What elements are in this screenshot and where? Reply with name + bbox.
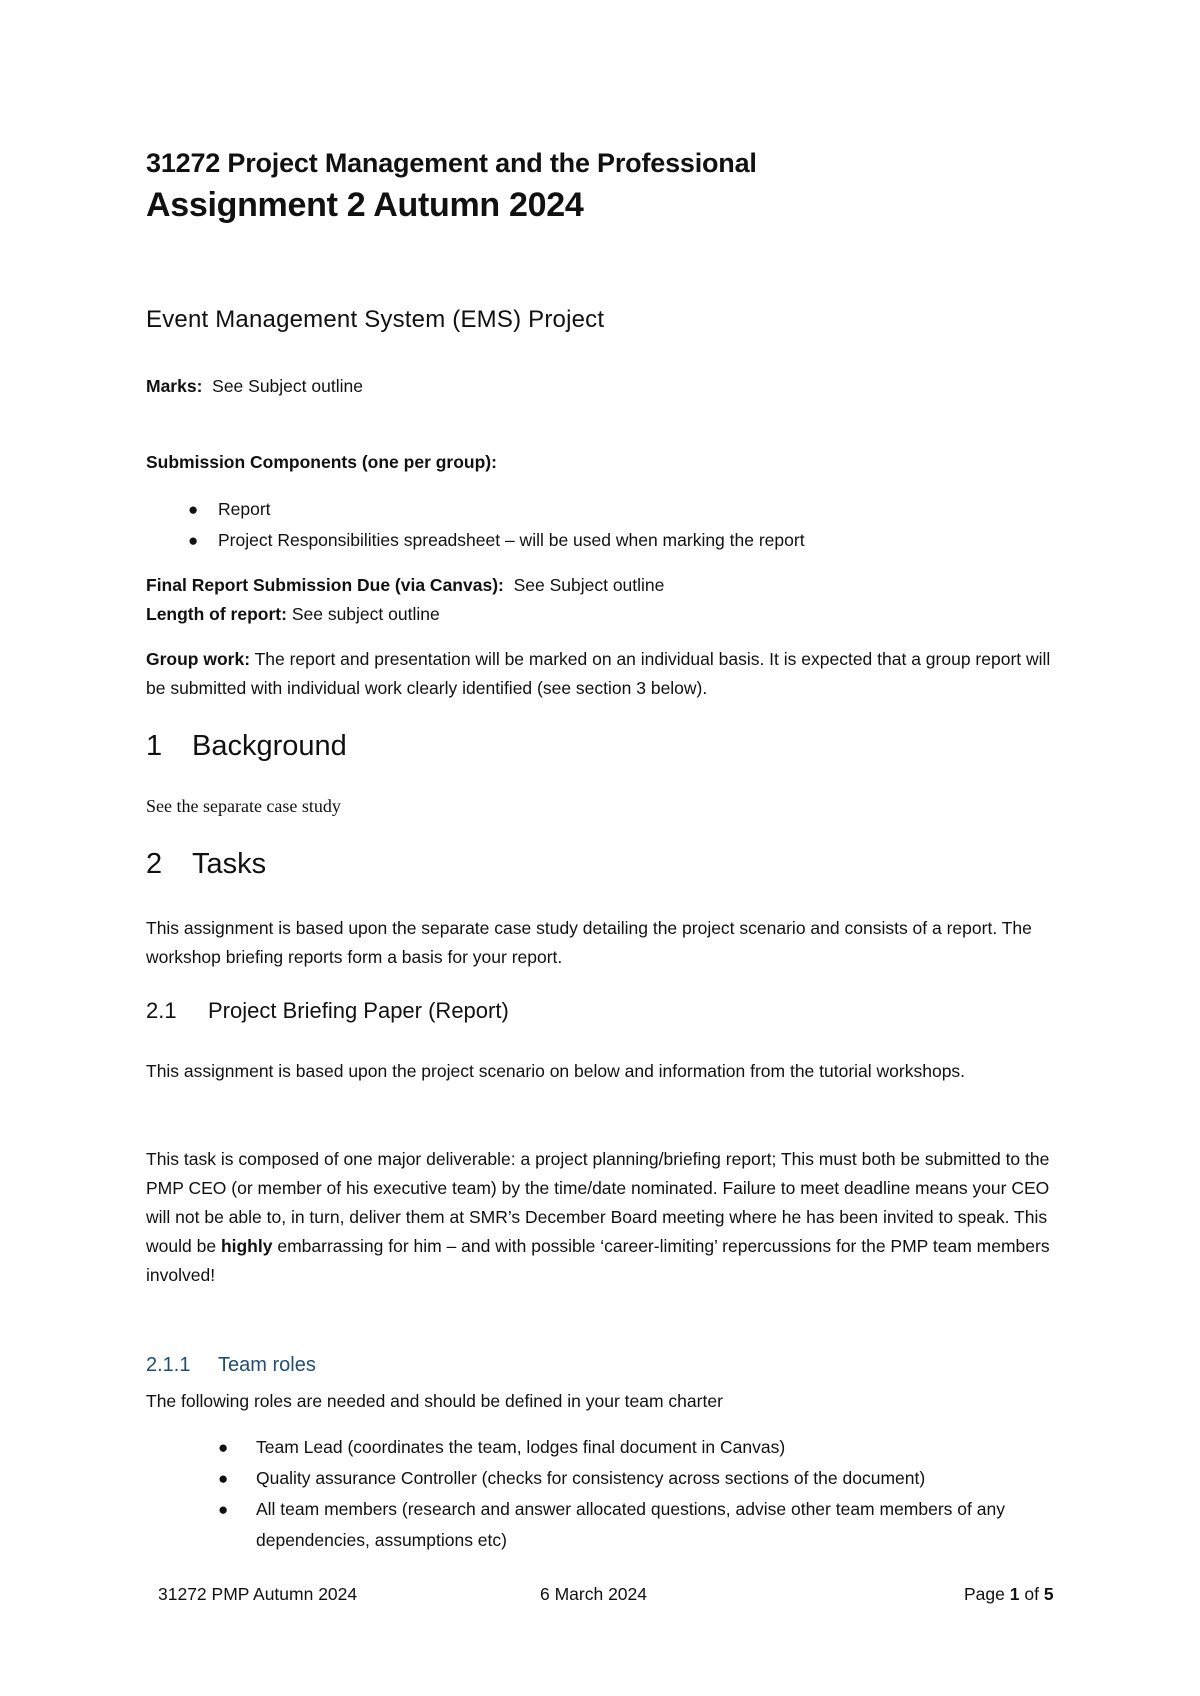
section-title: Team roles bbox=[218, 1354, 316, 1376]
list-item bbox=[146, 1432, 1060, 1463]
submission-list bbox=[146, 494, 1060, 556]
section-2-heading bbox=[146, 848, 1060, 881]
section-title: Background bbox=[192, 730, 347, 762]
bullet-icon: ● bbox=[218, 1500, 229, 1519]
project-title: Event Management System (EMS) Project bbox=[146, 306, 605, 333]
bullet-icon: ● bbox=[188, 500, 199, 519]
group-work-text: The report and presentation will be marked on an individual basis. It is expected that a group report will be submitted with individual work clearly identified (see section 3 below). bbox=[146, 649, 1051, 698]
group-work-paragraph bbox=[146, 645, 1060, 703]
list-item bbox=[146, 494, 1060, 525]
emphasis-text: highly bbox=[220, 1236, 273, 1256]
role-item: Team Lead (coordinates the team, lodges final document in Canvas) bbox=[256, 1437, 786, 1457]
length-line bbox=[146, 600, 1060, 629]
page-prefix: Page bbox=[964, 1584, 1005, 1604]
assignment-title: Assignment 2 Autumn 2024 bbox=[146, 186, 584, 224]
bullet-icon: ● bbox=[218, 1438, 229, 1457]
role-item: Quality assurance Controller (checks for consistency across sections of the document) bbox=[256, 1468, 926, 1488]
team-roles-intro: The following roles are needed and should be defined in your team charter bbox=[146, 1391, 723, 1411]
section-number: 2.1.1 bbox=[146, 1354, 191, 1376]
length-label: Length of report: bbox=[146, 604, 287, 624]
marks-line bbox=[146, 372, 1060, 401]
submission-label bbox=[146, 448, 1060, 477]
page-separator: of bbox=[1024, 1584, 1039, 1604]
section-2-1-1-heading bbox=[146, 1354, 1060, 1377]
section-number: 1 bbox=[146, 730, 163, 762]
briefing-text: embarrassing for him – and with possible ‘career-limiting’ repercussions for the PMP team members involved! bbox=[146, 1236, 1050, 1285]
marks-value: See Subject outline bbox=[212, 376, 363, 396]
marks-label: Marks: bbox=[146, 376, 203, 396]
submission-item: Report bbox=[218, 499, 271, 519]
tasks-text: This assignment is based upon the separate case study detailing the project scenario and consists of a report. The workshop briefing reports form a basis for your report. bbox=[146, 918, 1032, 967]
team-roles-list bbox=[146, 1432, 1060, 1556]
due-label: Final Report Submission Due (via Canvas): bbox=[146, 575, 504, 595]
briefing-paragraph-1: This assignment is based upon the project scenario on below and information from the tutorial workshops. bbox=[146, 1061, 966, 1081]
page-current: 1 bbox=[1009, 1584, 1020, 1604]
due-line bbox=[146, 571, 1060, 600]
section-title: Project Briefing Paper (Report) bbox=[208, 998, 509, 1023]
section-number: 2 bbox=[146, 848, 163, 880]
bullet-icon: ● bbox=[188, 531, 199, 550]
submission-item: Project Responsibilities spreadsheet – will be used when marking the report bbox=[218, 530, 805, 550]
list-item bbox=[146, 525, 1060, 556]
length-value: See subject outline bbox=[291, 604, 440, 624]
page-number bbox=[964, 1584, 1054, 1605]
group-work-label: Group work: bbox=[146, 649, 251, 669]
bullet-icon: ● bbox=[218, 1469, 229, 1488]
section-1-heading bbox=[146, 730, 1060, 763]
submission-label-text: Submission Components (one per group): bbox=[146, 452, 497, 472]
section-title: Tasks bbox=[192, 848, 267, 880]
role-item: All team members (research and answer allocated questions, advise other team members of any dependencies, assumptions etc) bbox=[256, 1499, 1005, 1550]
briefing-paragraph-2 bbox=[146, 1145, 1060, 1290]
briefing-text: This task is composed of one major deliverable: a project planning/briefing report; This must both be submitted to the PMP CEO (or member of his executive team) by the time/date nominated. Failure to meet deadline means your CEO will not be able to, in turn, deliver them at SMR’s December Board meeting where he has been invited to speak. This would be bbox=[146, 1149, 1050, 1256]
footer-date: 6 March 2024 bbox=[540, 1584, 648, 1604]
section-2-1-heading bbox=[146, 998, 1060, 1024]
section-number: 2.1 bbox=[146, 998, 177, 1023]
background-text: See the separate case study bbox=[146, 796, 341, 816]
list-item bbox=[146, 1463, 1060, 1494]
page-total: 5 bbox=[1043, 1584, 1054, 1604]
course-title: 31272 Project Management and the Professional bbox=[146, 148, 757, 178]
list-item bbox=[146, 1494, 1060, 1556]
due-value: See Subject outline bbox=[513, 575, 665, 595]
footer-left: 31272 PMP Autumn 2024 bbox=[158, 1584, 358, 1604]
